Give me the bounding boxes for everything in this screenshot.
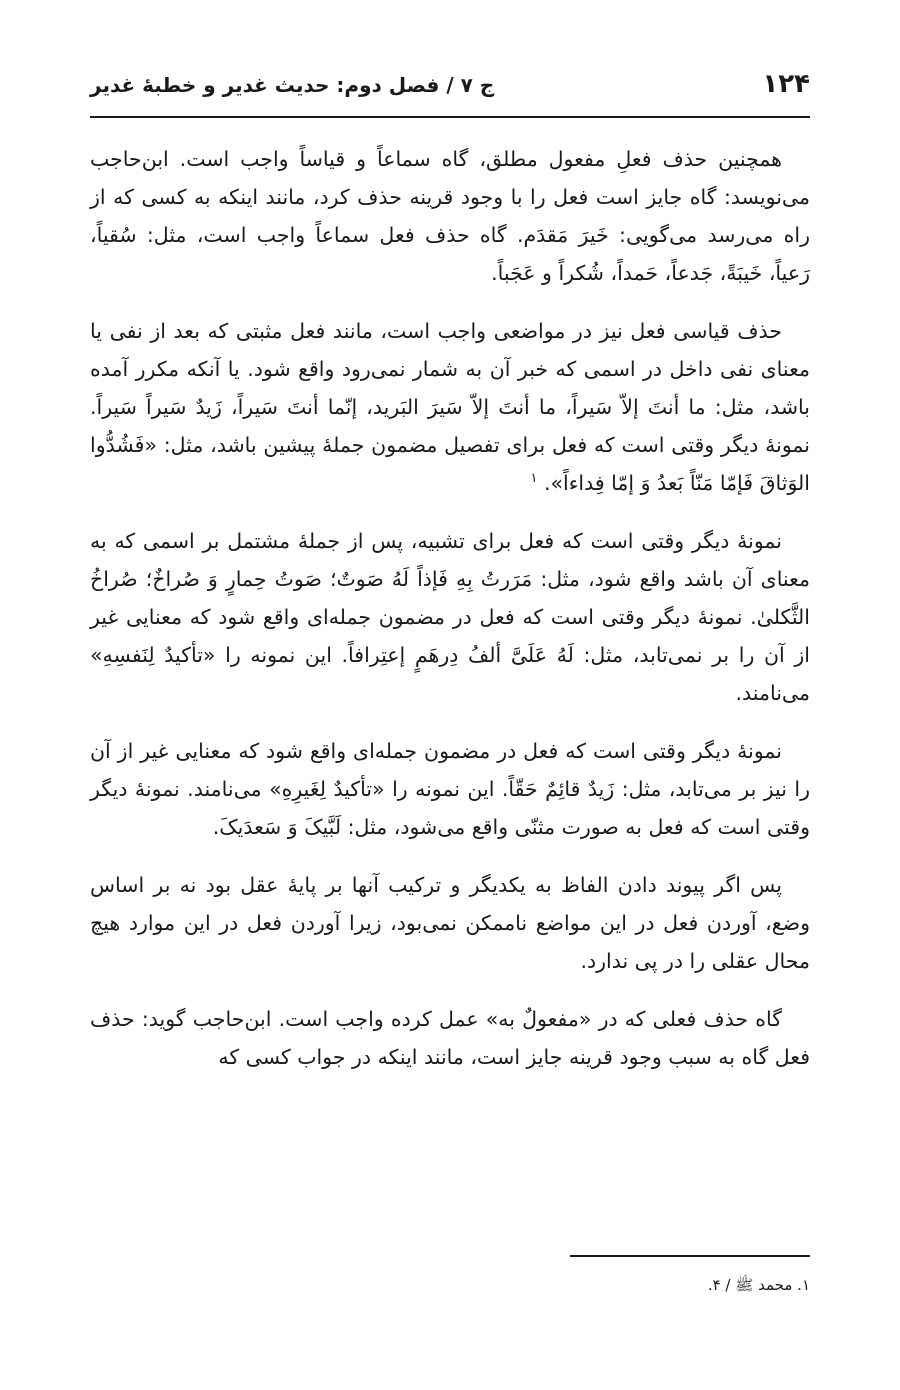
paragraph: نمونهٔ دیگر وقتی است که فعل در مضمون جمله‌ای واقع شود که معنایی غیر از آن را نیز بر می‌تابد، مثل: زَیدٌ قائِمٌ حَقّاً. این نمونه را «تأکیدٌ لِغَیرِهِ» می‌نامند. نمونهٔ دیگر وقتی است که فعل به صورت مثنّی واقع می‌شود، مثل: لَبَّیکَ وَ سَعدَیکَ. xyxy=(90,739,810,839)
footnote: ۱. محمد ﷺ / ۴. xyxy=(707,1276,810,1294)
paragraph: گاه حذف فعلی که در «مفعولٌ به» عمل کرده واجب است. ابن‌حاجب گوید: حذف فعل گاه به سبب وجود قرینه جایز است، مانند اینکه در جواب کسی که xyxy=(90,1007,810,1069)
footnote-reference: ۱ xyxy=(530,471,538,487)
page-number: ۱۲۴ xyxy=(762,69,810,99)
paragraph xyxy=(90,312,810,502)
header-divider xyxy=(90,116,810,118)
paragraph: همچنین حذف فعلِ مفعول مطلق، گاه سماعاً و قیاساً واجب است. ابن‌حاجب می‌نویسد: گاه جایز است فعل را با وجود قرینه حذف کرد، مانند اینکه به کسی که از راه می‌رسد می‌گویی: خَیرَ مَقدَم. گاه حذف فعل سماعاً واجب است، مثل: سُقیاً، رَعیاً، خَیبَةً، جَدعاً، حَمداً، شُکراً و عَجَباً. xyxy=(90,147,810,285)
paragraph: پس اگر پیوند دادن الفاظ به یکدیگر و ترکیب آنها بر پایهٔ عقل بود نه بر اساس وضع، آوردن فعل در این مواضع ناممکن نمی‌بود، زیرا آوردن فعل در این موارد هیچ محال عقلی را در پی ندارد. xyxy=(90,873,810,973)
footnote-divider xyxy=(570,1255,810,1257)
page-header xyxy=(90,66,810,106)
paragraph-text: حذف قیاسی فعل نیز در مواضعی واجب است، مانند فعل مثبتی که بعد از نفی یا معنای نفی داخل در اسمی که خبر آن به شمار نمی‌رود واقع شود. یا آنکه مکرر آمده باشد، مثل: ما أنتَ إلاّ سَیراً، ما أنتَ إلاّ سَیرَ البَرید، إنّما أنتَ سَیراً، زَیدٌ سَیراً سَیراً. نمونهٔ دیگر وقتی است که فعل برای تفصیل مضمون جملهٔ پیشین باشد، مثل: «فَشُدُّوا الوَثاقَ فَإمّا مَنّاً بَعدُ وَ إمّا فِداءاً». xyxy=(90,319,810,495)
running-title: ج ۷ / فصل دوم: حدیث غدیر و خطبهٔ غدیر xyxy=(90,73,495,97)
paragraph: نمونهٔ دیگر وقتی است که فعل برای تشبیه، پس از جملهٔ مشتمل بر اسمی که به معنای آن باشد واقع شود، مثل: مَرَرتُ بِهِ فَإذاً لَهُ صَوتٌ؛ صَوتُ حِمارٍ وَ صُراخٌ؛ صُراخُ الثَّکلیٰ. نمونهٔ دیگر وقتی است که فعل در مضمون جمله‌ای واقع شود که معنایی غیر از آن را بر نمی‌تابد، مثل: لَهُ عَلَیَّ ألفُ دِرهَمٍ إعتِرافاً. این نمونه را «تأکیدٌ لِنَفسِهِ» می‌نامند. xyxy=(90,529,810,705)
main-text xyxy=(90,140,810,1096)
